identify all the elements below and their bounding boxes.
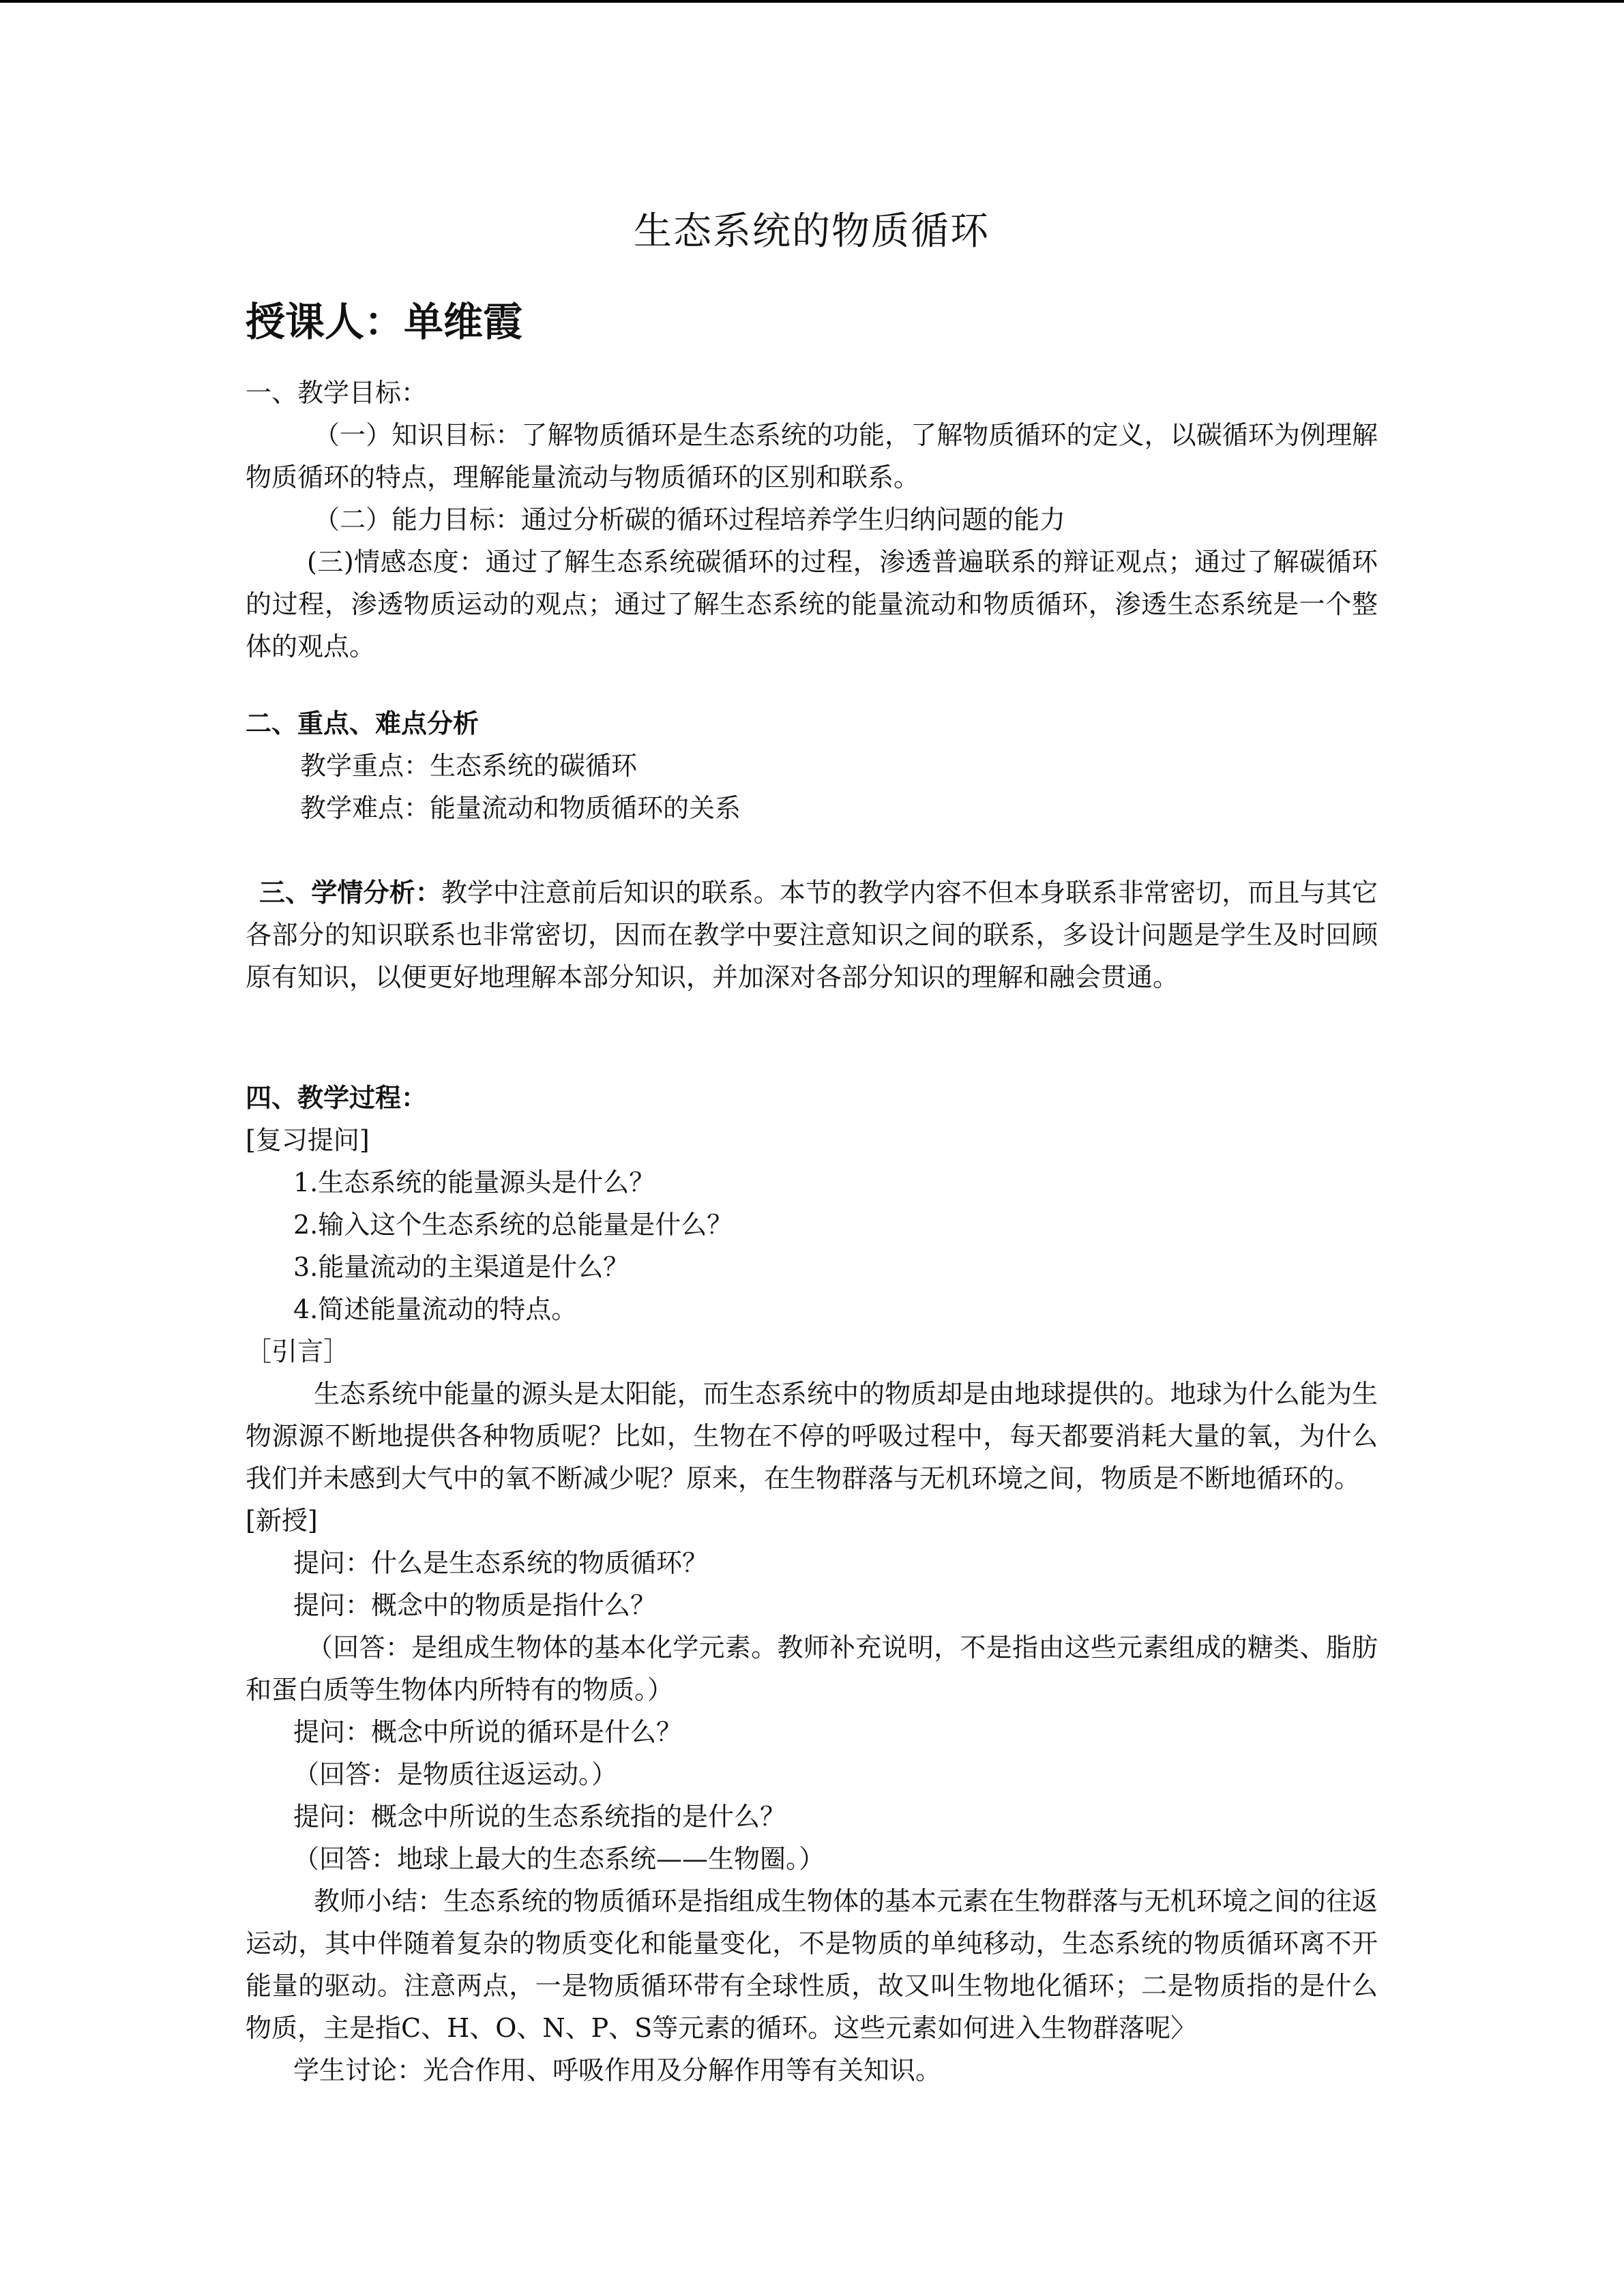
process-heading: 四、教学过程： <box>246 1082 428 1113</box>
student-discussion: 学生讨论：光合作用、呼吸作用及分解作用等有关知识。 <box>293 2055 942 2085</box>
objective-ability: （二）能力目标：通过分析碳的循环过程培养学生归纳问题的能力 <box>314 505 1066 535</box>
teacher-name: 授课人：单维霞 <box>246 299 523 345</box>
section-process <box>246 1077 1378 2091</box>
key-points-heading: 二、重点、难点分析 <box>246 708 479 739</box>
difficult-point: 教学难点：能量流动和物质循环的关系 <box>300 793 741 823</box>
objective-knowledge: （一）知识目标：了解物质循环是生态系统的功能，了解物质循环的定义，以碳循环为例理解物质循环的特点，理解能量流动与物质循环的区别和联系。 <box>246 420 1378 492</box>
key-point: 教学重点：生态系统的碳循环 <box>300 751 638 781</box>
section-analysis <box>246 871 1378 998</box>
intro-label: ［引言］ <box>246 1337 350 1367</box>
review-label: [复习提问] <box>246 1125 370 1155</box>
objectives-heading: 一、教学目标： <box>246 378 428 408</box>
question-3: 提问：概念中所说的循环是什么？ <box>293 1717 683 1747</box>
answer-4: （回答：地球上最大的生态系统——生物圈。） <box>293 1844 825 1874</box>
question-4: 提问：概念中所说的生态系统指的是什么？ <box>293 1802 786 1832</box>
section-objectives <box>246 372 1378 668</box>
analysis-paragraph <box>246 871 1378 998</box>
objective-attitude: (三)情感态度：通过了解生态系统碳循环的过程，渗透普遍联系的辩证观点；通过了解碳循环的过程，渗透物质运动的观点；通过了解生态系统的能量流动和物质循环，渗透生态系统是一个整体的观点。 <box>246 547 1378 661</box>
page-title: 生态系统的物质循环 <box>634 209 990 254</box>
answer-3: （回答：是物质往返运动。） <box>293 1759 618 1789</box>
intro-paragraph: 生态系统中能量的源头是太阳能，而生态系统中的物质却是由地球提供的。地球为什么能为生物源源不断地提供各种物质呢？比如，生物在不停的呼吸过程中，每天都要消耗大量的氧，为什么我们并未感到大气中的氧不断减少呢？原来，在生物群落与无机环境之间，物质是不断地循环的。 <box>246 1379 1378 1493</box>
answer-2: （回答：是组成生物体的基本化学元素。教师补充说明，不是指由这些元素组成的糖类、脂肪和蛋白质等生物体内所特有的物质。） <box>246 1632 1378 1705</box>
review-question-2: 2.输入这个生态系统的总能量是什么？ <box>293 1210 733 1240</box>
page-top-border <box>0 0 1624 3</box>
question-2: 提问：概念中的物质是指什么？ <box>293 1590 657 1620</box>
review-question-4: 4.简述能量流动的特点。 <box>293 1294 578 1324</box>
section-key-points <box>246 702 1378 829</box>
review-question-1: 1.生态系统的能量源头是什么？ <box>293 1167 655 1197</box>
analysis-heading: 三、学情分析： <box>259 877 441 908</box>
teacher-summary: 教师小结：生态系统的物质循环是指组成生物体的基本元素在生物群落与无机环境之间的往返运动，其中伴随着复杂的物质变化和能量变化，不是物质的单纯移动，生态系统的物质循环离不开能量的驱动。注意两点，一是物质循环带有全球性质，故又叫生物地化循环；二是物质指的是什么物质，主是指C、H、O、N、P、S等元素的循环。这些元素如何进入生物群落呢〉 <box>246 1886 1378 2043</box>
new-lesson-label: [新授] <box>246 1506 318 1536</box>
question-1: 提问：什么是生态系统的物质循环？ <box>293 1548 709 1578</box>
analysis-text: 教学中注意前后知识的联系。本节的教学内容不但本身联系非常密切，而且与其它各部分的知识联系也非常密切，因而在教学中要注意知识之间的联系，多设计问题是学生及时回顾原有知识，以便更好地理解本部分知识，并加深对各部分知识的理解和融会贯通。 <box>246 878 1378 992</box>
review-question-3: 3.能量流动的主渠道是什么？ <box>293 1252 630 1282</box>
